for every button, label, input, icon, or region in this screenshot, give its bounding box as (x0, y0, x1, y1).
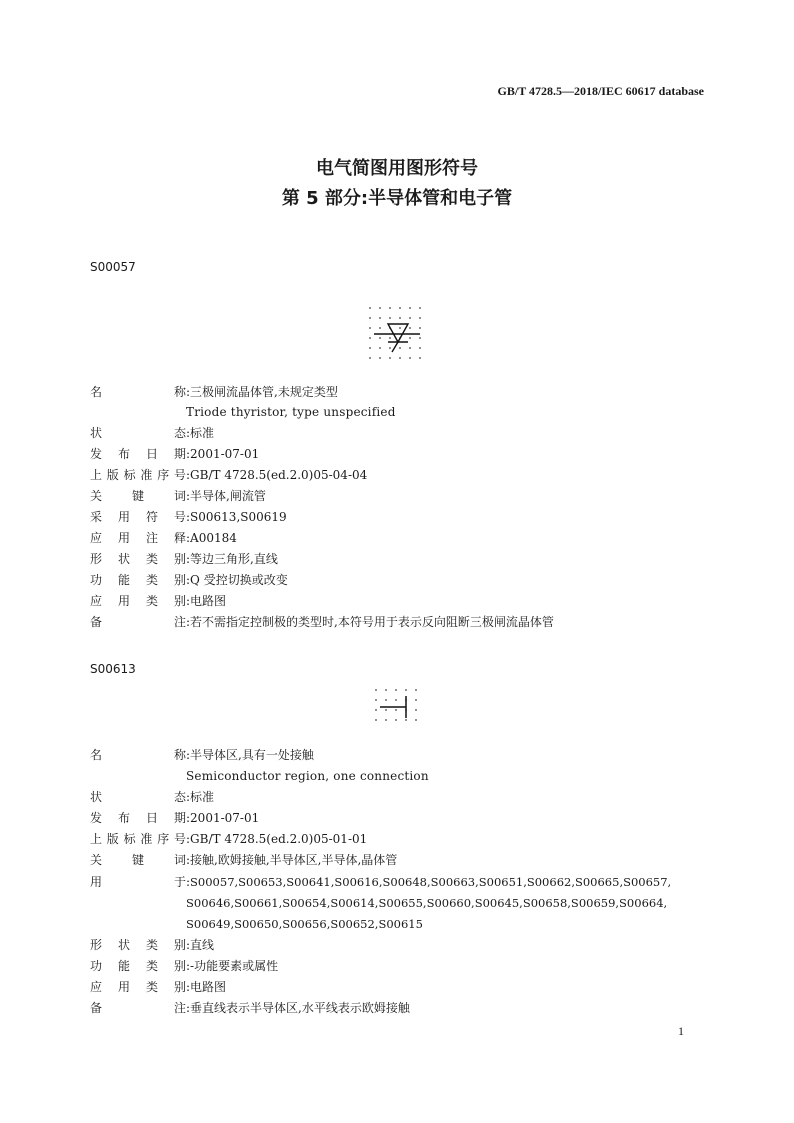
entry-code: S00613 (90, 662, 136, 676)
page-number: 1 (678, 1024, 684, 1038)
field-remarks: 备注:若不需指定控制极的类型时,本符号用于表示反向阻断三极闸流晶体管 (90, 615, 554, 629)
field-shape-class: 形状类别:直线 (90, 938, 215, 952)
field-application-class: 应用类别:电路图 (90, 594, 227, 608)
field-previous-standard: 上版标准序号:GB/T 4728.5(ed.2.0)05-04-04 (90, 468, 368, 482)
field-name: 名称:三极闸流晶体管,未规定类型 (90, 385, 338, 399)
standard-header: GB/T 4728.5—2018/IEC 60617 database (497, 84, 704, 98)
field-application-note: 应用注释:A00184 (90, 531, 237, 545)
semiconductor-region-icon (372, 686, 422, 730)
document-title: 电气简图用图形符号 (316, 158, 478, 179)
field-keywords: 关键词:半导体,闸流管 (90, 489, 266, 503)
field-name-english: Triode thyristor, type unspecified (186, 405, 396, 419)
field-application-class: 应用类别:电路图 (90, 980, 227, 994)
field-name-english: Semiconductor region, one connection (186, 769, 429, 783)
field-remarks: 备注:垂直线表示半导体区,水平线表示欧姆接触 (90, 1001, 410, 1015)
triode-thyristor-icon (366, 304, 428, 366)
field-used-in: 用于:S00057,S00653,S00641,S00616,S00648,S00663,S00651,S00662,S00665,S00657, (90, 875, 672, 889)
field-previous-standard: 上版标准序号:GB/T 4728.5(ed.2.0)05-01-01 (90, 832, 368, 846)
field-shape-class: 形状类别:等边三角形,直线 (90, 552, 278, 566)
field-release-date: 发布日期:2001-07-01 (90, 447, 260, 461)
field-release-date: 发布日期:2001-07-01 (90, 811, 260, 825)
field-function-class: 功能类别:Q 受控切换或改变 (90, 573, 288, 587)
entry-code: S00057 (90, 260, 136, 274)
field-status: 状态:标准 (90, 426, 215, 440)
document-subtitle: 第 5 部分:半导体管和电子管 (281, 188, 513, 209)
field-used-in-cont: S00646,S00661,S00654,S00614,S00655,S00660,S00645,S00658,S00659,S00664, (186, 896, 668, 910)
field-status: 状态:标准 (90, 790, 215, 804)
field-name: 名称:半导体区,具有一处接触 (90, 748, 314, 762)
field-adopted-symbols: 采用符号:S00613,S00619 (90, 510, 287, 524)
field-keywords: 关键词:接触,欧姆接触,半导体区,半导体,晶体管 (90, 853, 398, 867)
field-function-class: 功能类别:-功能要素或属性 (90, 959, 279, 973)
field-used-in-cont: S00649,S00650,S00656,S00652,S00615 (186, 917, 423, 931)
